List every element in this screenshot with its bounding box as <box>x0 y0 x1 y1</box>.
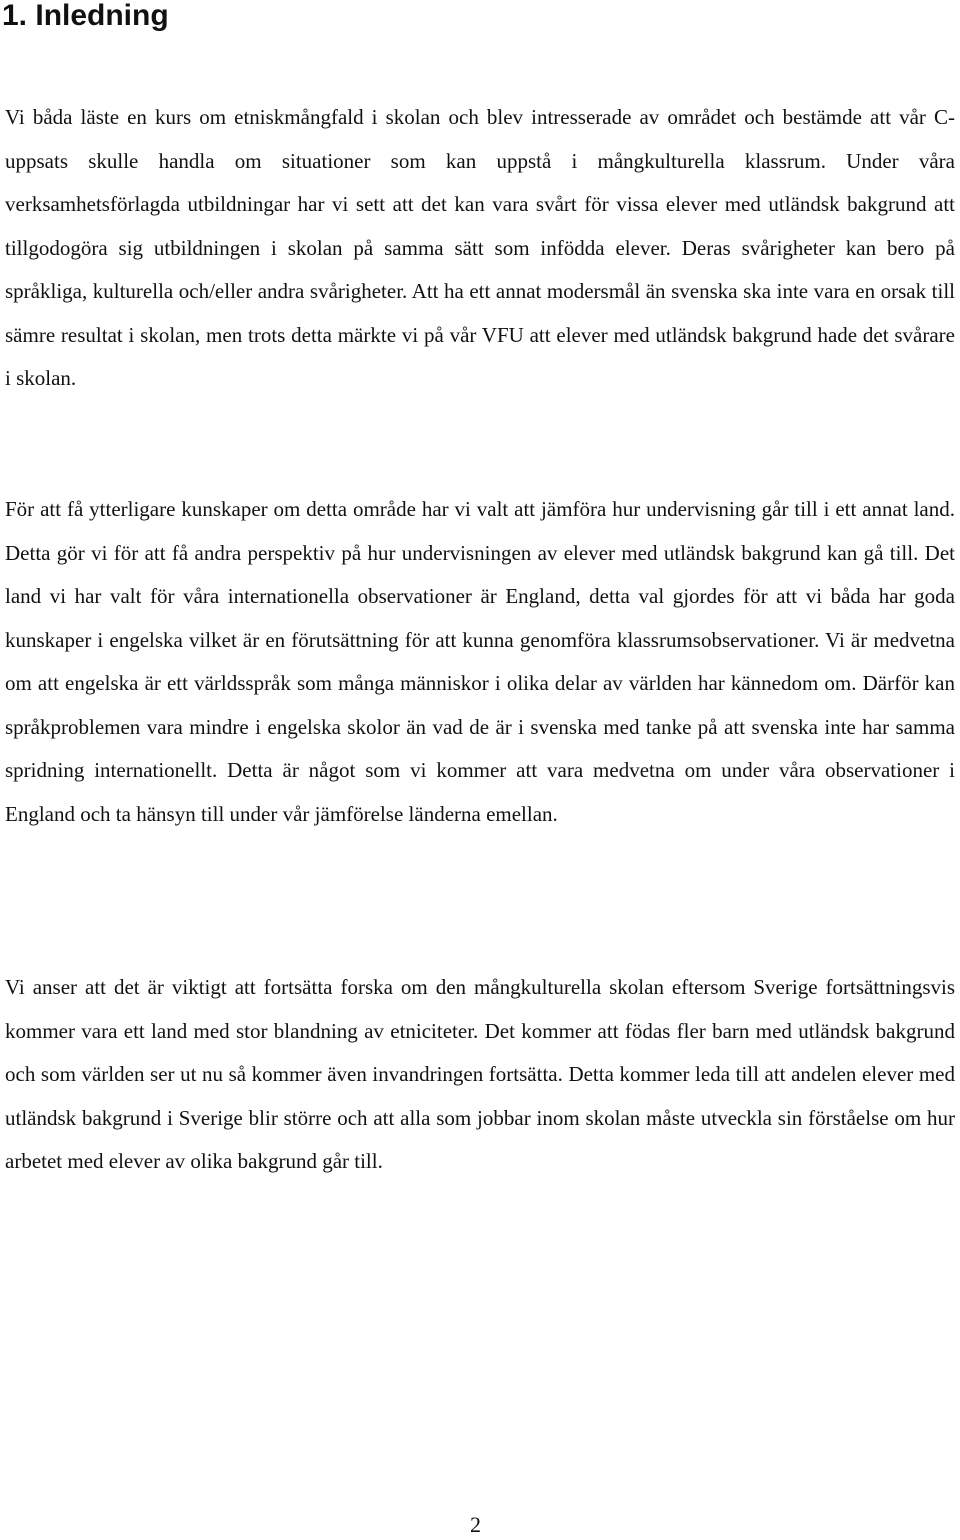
paragraph-3: Vi anser att det är viktigt att fortsätta forska om den mångkulturella skolan eftersom Sverige fortsättningsvis kommer vara ett land med stor blandning av etniciteter. Det kommer att födas fler barn med utländsk bakgrund och som världen ser ut nu så kommer även invandringen fortsätta. Detta kommer leda till att andelen elever med utländsk bakgrund i Sverige blir större och att alla som jobbar inom skolan måste utveckla sin förståelse om hur arbetet med elever av olika bakgrund går till. <box>5 975 955 1173</box>
paragraph-1: Vi båda läste en kurs om etniskmångfald i skolan och blev intresserade av området och bestämde att vår C-uppsats skulle handla om situationer som kan uppstå i mångkulturella klassrum. Under våra verksamhetsförlagda utbildningar har vi sett att det kan vara svårt för vissa elever med utländsk bakgrund att tillgodogöra sig utbildningen i skolan på samma sätt som infödda elever. Deras svårigheter kan bero på språkliga, kulturella och/eller andra svårigheter. Att ha ett annat modersmål än svenska ska inte vara en orsak till sämre resultat i skolan, men trots detta märkte vi på vår VFU att elever med utländsk bakgrund hade det svårare i skolan. <box>5 105 955 390</box>
page-number: 2 <box>470 1512 481 1537</box>
paragraph-2: För att få ytterligare kunskaper om detta område har vi valt att jämföra hur undervisning går till i ett annat land. Detta gör vi för att få andra perspektiv på hur undervisningen av elever med utländsk bakgrund kan gå till. Det land vi har valt för våra internationella observationer är England, detta val gjordes för att vi båda har goda kunskaper i engelska vilket är en förutsättning för att kunna genomföra klassrumsobservationer. Vi är medvetna om att engelska är ett världsspråk som många människor i olika delar av världen har kännedom om. Därför kan språkproblemen vara mindre i engelska skolor än vad de är i svenska med tanke på att svenska inte har samma spridning internationellt. Detta är något som vi kommer att vara medvetna om under våra observationer i England och ta hänsyn till under vår jämförelse länderna emellan. <box>5 497 955 826</box>
section-heading: 1. Inledning <box>2 0 169 32</box>
